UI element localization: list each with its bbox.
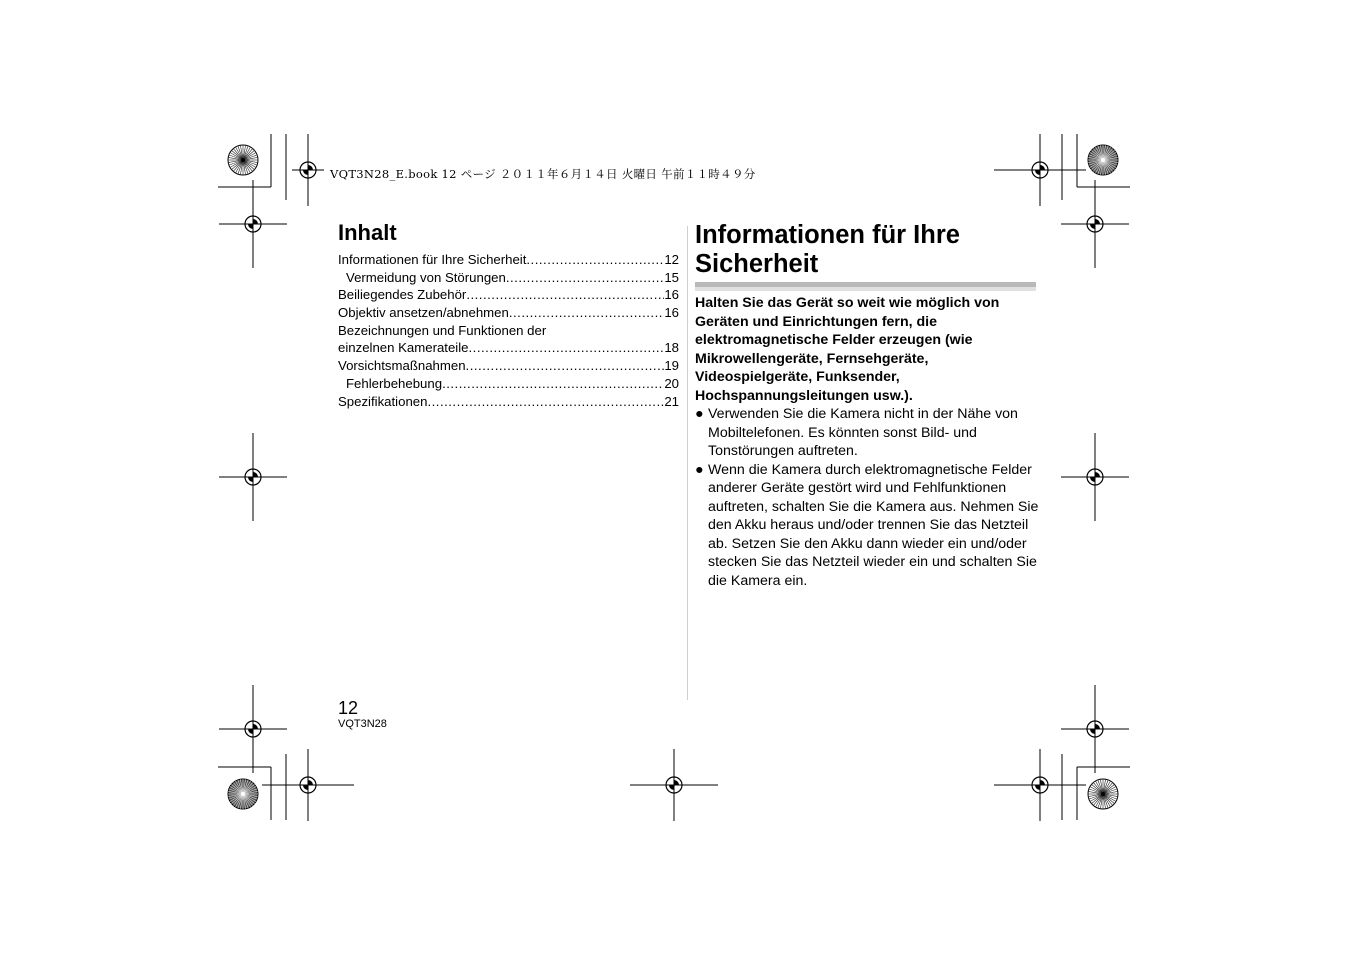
target-quadrant xyxy=(248,224,253,229)
target-quadrant xyxy=(253,472,258,477)
toc-leader-dots xyxy=(469,340,665,355)
toc-title: Inhalt xyxy=(338,220,397,245)
target-quadrant xyxy=(1035,170,1040,175)
toc-entry[interactable] xyxy=(338,305,679,323)
section-title: Informationen für Ihre Sicherheit xyxy=(695,221,960,278)
section-lead-text: Halten Sie das Gerät so weit wie möglich von Geräten und Einrichtungen fern, die elektromagnetische Felder erzeugen (wie Mikrowellengeräte, Fernsehgeräte, Videospielgeräte, Funksender, Hochspannungsleitungen usw.). xyxy=(695,295,1000,404)
target-quadrant xyxy=(1040,780,1045,785)
target-quadrant xyxy=(248,477,253,482)
list-item xyxy=(695,461,1040,591)
target-quadrant xyxy=(303,170,308,175)
toc-entry-label: Objektiv ansetzen/abnehmen xyxy=(338,305,509,321)
safety-bullet-list xyxy=(695,405,1040,590)
target-quadrant xyxy=(303,785,308,790)
toc-entry-label: einzelnen Kamerateile xyxy=(338,340,469,356)
bullet-text: Verwenden Sie die Kamera nicht in der Nähe von Mobiltelefonen. Es könnten sonst Bild- und Tonstörungen auftreten. xyxy=(708,406,1018,459)
toc-entry[interactable] xyxy=(338,358,679,376)
toc-entry-page: 18 xyxy=(664,340,679,356)
column-divider xyxy=(687,226,688,700)
star-center xyxy=(241,792,245,796)
toc-leader-dots xyxy=(506,270,665,285)
toc-entry-page: 15 xyxy=(664,269,679,285)
model-code: VQT3N28 xyxy=(338,718,387,730)
toc-entry-label: Vermeidung von Störungen xyxy=(346,269,506,285)
toc-entry-label: Spezifikationen xyxy=(338,393,428,409)
target-quadrant xyxy=(669,785,674,790)
bullet-icon: ● xyxy=(695,406,704,422)
target-quadrant xyxy=(1040,165,1045,170)
toc-entry[interactable] xyxy=(338,394,679,412)
toc-entry-page: 12 xyxy=(664,252,679,267)
toc-entry-page: 21 xyxy=(664,393,679,409)
toc-entry-label: Vorsichtsmaßnahmen xyxy=(338,358,466,374)
toc-entry[interactable] xyxy=(338,252,679,270)
target-quadrant xyxy=(253,724,258,729)
star-center xyxy=(241,158,245,162)
print-header-line: VQT3N28_E.book 12 ページ ２０１１年６月１４日 火曜日 午前１１時４９分 xyxy=(330,167,756,181)
toc-leader-dots xyxy=(427,394,664,409)
target-quadrant xyxy=(308,165,313,170)
toc-entry-page: 20 xyxy=(664,375,679,391)
star-center xyxy=(1101,158,1105,162)
table-of-contents xyxy=(338,252,679,411)
toc-entry-label: Fehlerbehebung xyxy=(346,375,443,391)
toc-entry-page: 19 xyxy=(664,358,679,374)
toc-entry[interactable] xyxy=(338,287,679,305)
bullet-text: Wenn die Kamera durch elektromagnetische Felder anderer Geräte gestört wird und Fehlfunktionen auftreten, schalten Sie die Kamera aus. Nehmen Sie den Akku heraus und/oder trennen Sie das Netzteil ab. Setzen Sie den Akku dann wieder ein und/oder stecken Sie das Netzteil wieder ein und schalten Sie die Kamera ein. xyxy=(708,461,1039,589)
target-quadrant xyxy=(308,780,313,785)
toc-leader-dots xyxy=(466,358,665,373)
target-quadrant xyxy=(1090,224,1095,229)
toc-leader-dots xyxy=(466,287,664,302)
toc-entry-label: Beiliegendes Zubehör xyxy=(338,287,467,303)
target-quadrant xyxy=(1035,785,1040,790)
target-quadrant xyxy=(1095,219,1100,224)
toc-entry[interactable] xyxy=(338,340,679,358)
toc-entry-page: 16 xyxy=(664,305,679,321)
toc-entry[interactable] xyxy=(338,323,679,341)
target-quadrant xyxy=(1095,724,1100,729)
target-quadrant xyxy=(248,729,253,734)
toc-leader-dots xyxy=(509,305,665,320)
title-underline-bar xyxy=(695,282,1036,291)
toc-leader-dots xyxy=(442,376,664,391)
toc-entry-label: Bezeichnungen und Funktionen der xyxy=(338,322,547,338)
page-number: 12 xyxy=(338,698,359,718)
target-quadrant xyxy=(253,219,258,224)
bullet-icon: ● xyxy=(695,461,704,478)
toc-leader-dots xyxy=(526,252,664,267)
toc-entry[interactable] xyxy=(338,376,679,394)
toc-entry-label: Informationen für Ihre Sicherheit xyxy=(338,252,527,267)
target-quadrant xyxy=(1090,729,1095,734)
target-quadrant xyxy=(1090,477,1095,482)
target-quadrant xyxy=(674,780,679,785)
list-item xyxy=(695,405,1040,461)
target-quadrant xyxy=(1095,472,1100,477)
star-center xyxy=(1101,792,1105,796)
toc-entry-page: 16 xyxy=(664,287,679,303)
toc-entry[interactable] xyxy=(338,270,679,288)
